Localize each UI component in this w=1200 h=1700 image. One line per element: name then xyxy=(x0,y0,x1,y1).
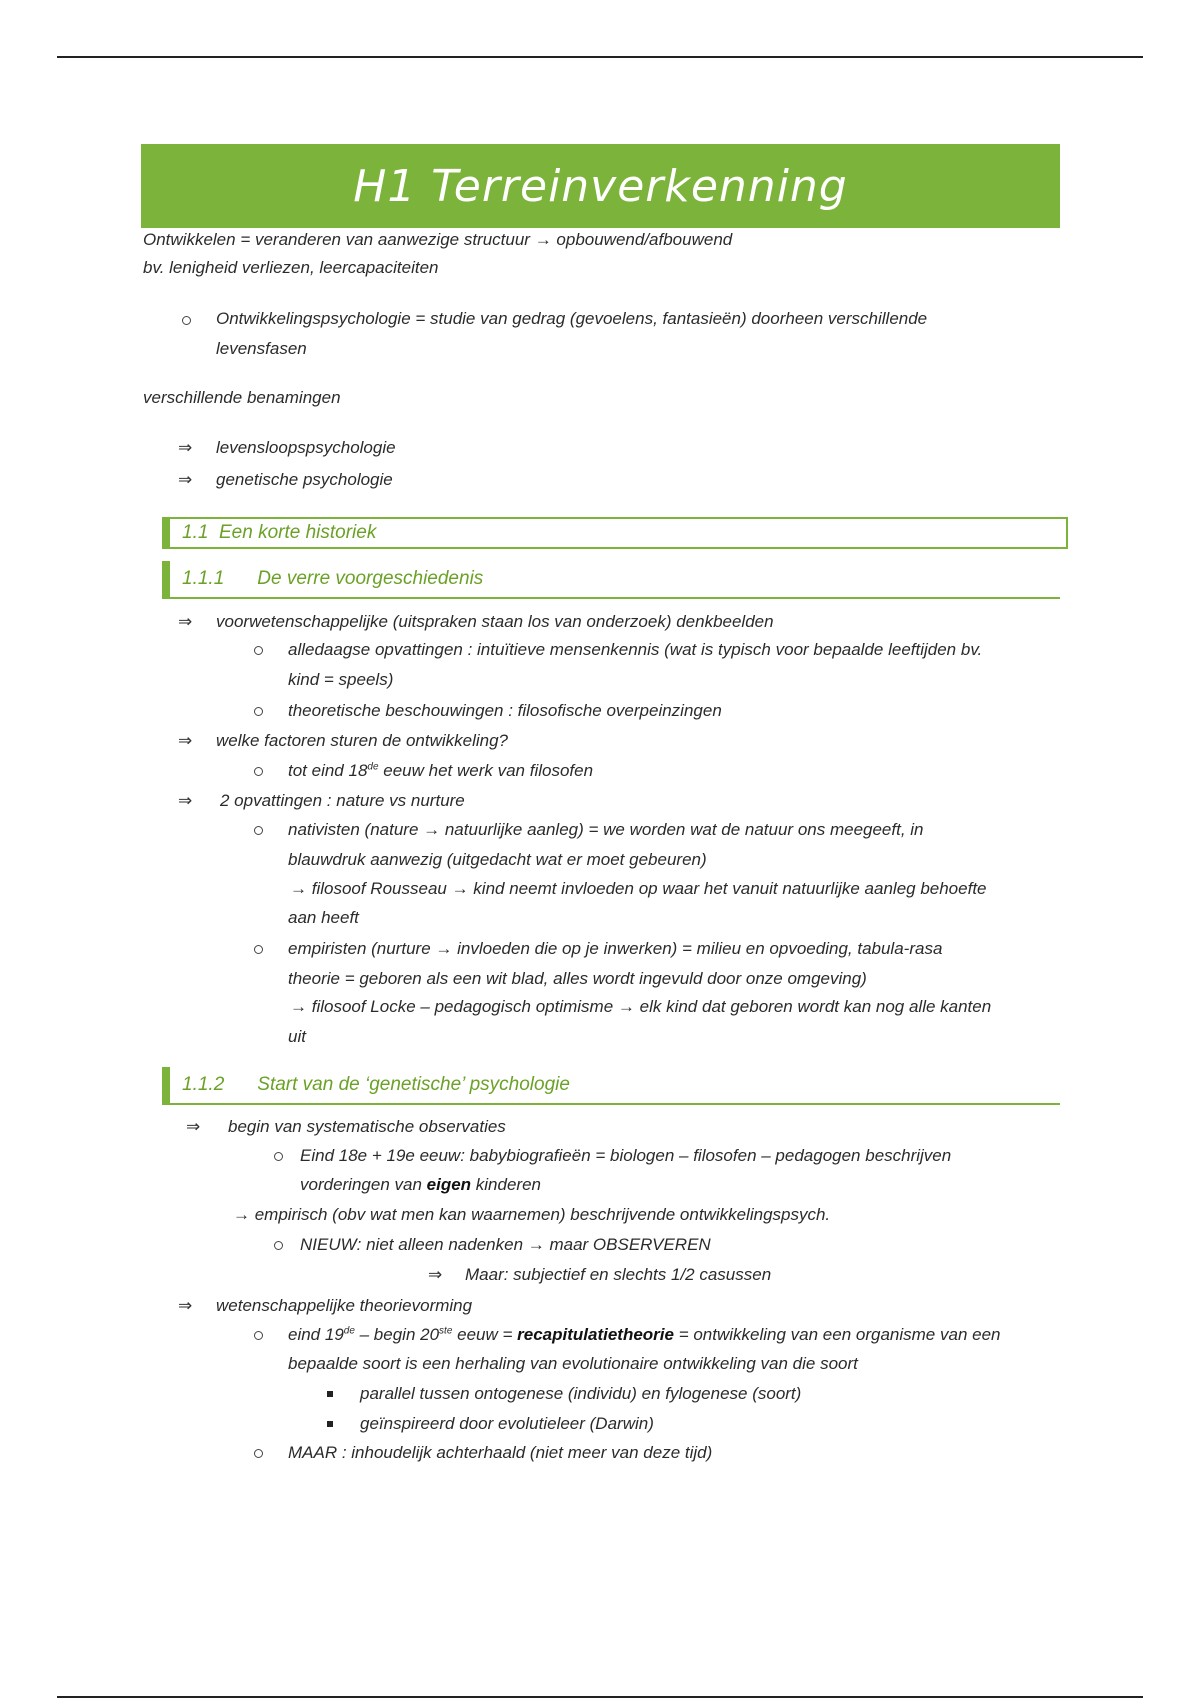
intro-bullet-line-2: levensfasen xyxy=(216,339,307,358)
square-bullet-icon xyxy=(327,1421,333,1427)
section-heading-1-1 xyxy=(162,517,1068,549)
section-heading-1-1-1 xyxy=(162,561,1060,599)
arrow-bullet-icon: ⇒ xyxy=(428,1265,443,1284)
text-line: MAAR : inhoudelijk achterhaald (niet meer van deze tijd) xyxy=(288,1443,713,1462)
text-line: kind = speels) xyxy=(288,670,394,689)
intro-line-1: Ontwikkelen = veranderen van aanwezige structuur → opbouwend/afbouwend xyxy=(143,230,733,249)
circle-bullet-icon xyxy=(274,1241,283,1250)
section-title: Start van de ‘genetische’ psychologie xyxy=(257,1074,570,1095)
text-line: welke factoren sturen de ontwikkeling? xyxy=(216,731,508,750)
text-line: → empirisch (obv wat men kan waarnemen) beschrijvende ontwikkelingspsych. xyxy=(233,1205,831,1224)
circle-bullet-icon xyxy=(254,945,263,954)
top-rule xyxy=(57,56,1143,58)
text-line: parallel tussen ontogenese (individu) en fylogenese (soort) xyxy=(360,1384,802,1403)
arrow-bullet-icon: ⇒ xyxy=(178,470,193,489)
text-line: uit xyxy=(288,1027,306,1046)
text-line: tot eind 18de eeuw het werk van filosofen xyxy=(288,761,594,780)
section-title: De verre voorgeschiedenis xyxy=(257,568,484,589)
text-line: empiristen (nurture → invloeden die op je inwerken) = milieu en opvoeding, tabula-rasa xyxy=(288,939,943,958)
arrow-bullet-icon: ⇒ xyxy=(178,1296,193,1315)
section-title: Een korte historiek xyxy=(218,522,377,543)
text-line: Eind 18e + 19e eeuw: babybiografieën = biologen – filosofen – pedagogen beschrijven xyxy=(300,1146,952,1165)
arrow-bullet-icon: ⇒ xyxy=(178,791,193,810)
intro-bullet-line-1: Ontwikkelingspsychologie = studie van gedrag (gevoelens, fantasieën) doorheen verschillende xyxy=(216,309,928,328)
name-item-2: genetische psychologie xyxy=(216,470,393,489)
arrow-bullet-icon: ⇒ xyxy=(178,731,193,750)
circle-bullet-icon xyxy=(254,707,263,716)
arrow-bullet-icon: ⇒ xyxy=(178,612,193,631)
text-line: theoretische beschouwingen : filosofische overpeinzingen xyxy=(288,701,722,720)
text-line: eind 19de – begin 20ste eeuw = recapitulatietheorie = ontwikkeling van een organisme van een xyxy=(288,1325,1001,1344)
intro-line-2: bv. lenigheid verliezen, leercapaciteiten xyxy=(143,258,439,277)
section-heading-1-1-2 xyxy=(162,1067,1060,1105)
text-line: 2 opvattingen : nature vs nurture xyxy=(220,791,465,810)
arrow-bullet-icon: ⇒ xyxy=(178,438,193,457)
section-number: 1.1 xyxy=(182,522,209,543)
circle-bullet-icon xyxy=(274,1152,283,1161)
text-line: → filosoof Rousseau → kind neemt invloeden op waar het vanuit natuurlijke aanleg behoefte xyxy=(290,879,987,898)
circle-bullet-icon xyxy=(254,826,263,835)
text-line: begin van systematische observaties xyxy=(228,1117,506,1136)
text-line: → filosoof Locke – pedagogisch optimisme → elk kind dat geboren wordt kan nog alle kanten xyxy=(290,997,992,1016)
arrow-bullet-icon: ⇒ xyxy=(186,1117,201,1136)
text-line: theorie = geboren als een wit blad, alles wordt ingevuld door onze omgeving) xyxy=(288,969,867,988)
text-line: nativisten (nature → natuurlijke aanleg) = we worden wat de natuur ons meegeeft, in xyxy=(288,820,924,839)
bottom-rule xyxy=(57,1696,1143,1698)
chapter-banner xyxy=(141,144,1060,228)
square-bullet-icon xyxy=(327,1391,333,1397)
text-line: aan heeft xyxy=(288,908,359,927)
circle-bullet-icon xyxy=(254,767,263,776)
text-line: alledaagse opvattingen : intuïtieve mensenkennis (wat is typisch voor bepaalde leeftijden bv. xyxy=(288,640,983,659)
text-line: Maar: subjectief en slechts 1/2 casussen xyxy=(465,1265,772,1284)
text-line: vorderingen van eigen kinderen xyxy=(300,1175,541,1194)
text-line: blauwdruk aanwezig (uitgedacht wat er moet gebeuren) xyxy=(288,850,707,869)
section-number: 1.1.1 xyxy=(182,568,225,589)
text-line: bepaalde soort is een herhaling van evolutionaire ontwikkeling van die soort xyxy=(288,1354,858,1373)
text-line: voorwetenschappelijke (uitspraken staan los van onderzoek) denkbeelden xyxy=(216,612,774,631)
page-title: H1 Terreinverkenning xyxy=(353,160,848,212)
text-line: wetenschappelijke theorievorming xyxy=(216,1296,473,1315)
text-line: geïnspireerd door evolutieleer (Darwin) xyxy=(360,1414,654,1433)
circle-bullet-icon xyxy=(254,646,263,655)
circle-bullet-icon xyxy=(182,316,191,325)
circle-bullet-icon xyxy=(254,1331,263,1340)
circle-bullet-icon xyxy=(254,1449,263,1458)
text-line: NIEUW: niet alleen nadenken → maar OBSERVEREN xyxy=(300,1235,711,1254)
name-item-1: levensloopspsychologie xyxy=(216,438,396,457)
section-number: 1.1.2 xyxy=(182,1074,225,1095)
names-heading: verschillende benamingen xyxy=(143,388,341,407)
